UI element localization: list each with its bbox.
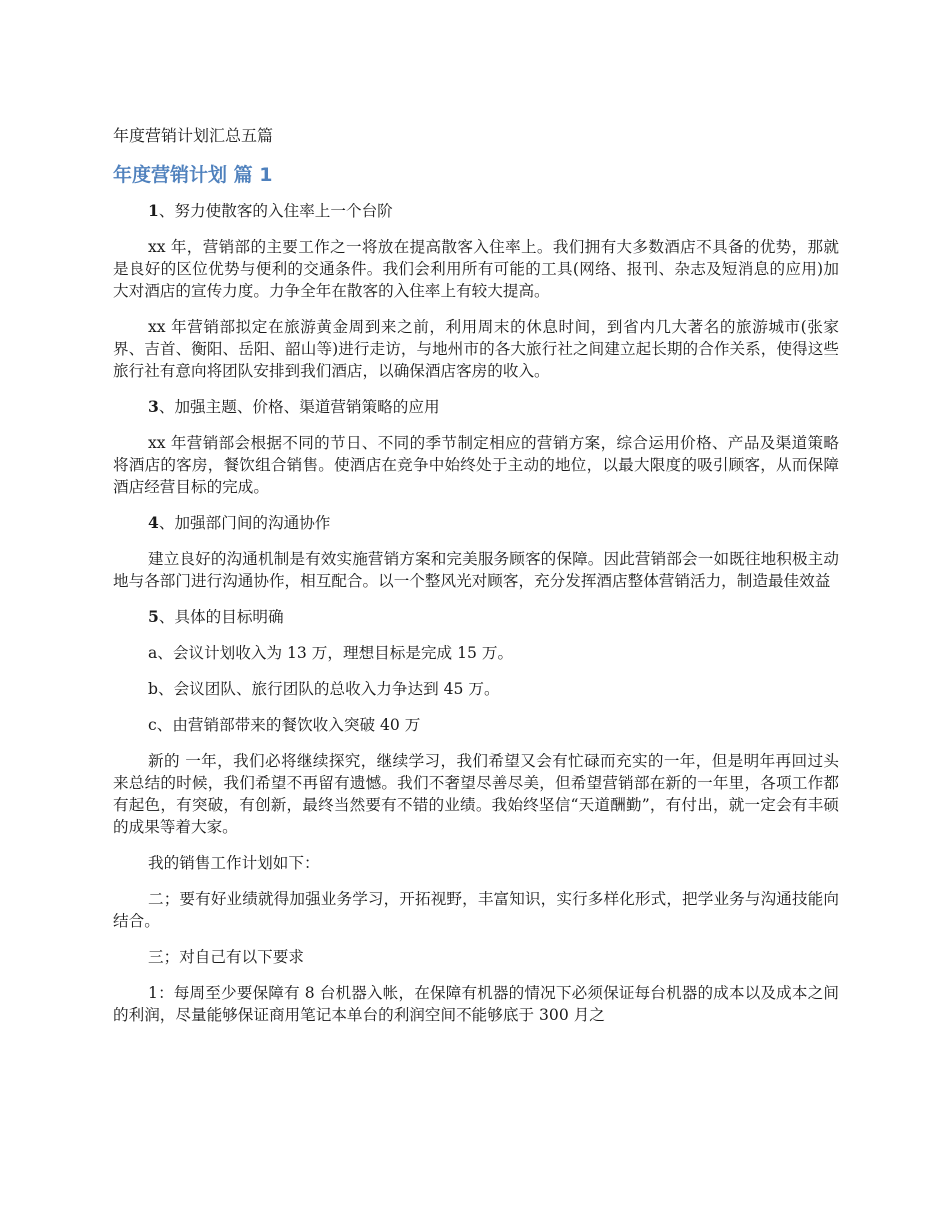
paragraph — [113, 512, 839, 534]
paragraph-text: xx 年营销部拟定在旅游黄金周到来之前，利用周末的休息时间，到省内几大著名的旅游城市(张家界、吉首、衡阳、岳阳、韶山等)进行走访，与地州市的各大旅行社之间建立起长期的合作关系，使得这些旅行社有意向将团队安排到我们酒店，以确保酒店客房的收入。 — [113, 318, 839, 380]
paragraph-text: xx 年营销部会根据不同的节日、不同的季节制定相应的营销方案，综合运用价格、产品及渠道策略将酒店的客房，餐饮组合销售。使酒店在竞争中始终处于主动的地位，以最大限度的吸引顾客，从而保障酒店经营目标的完成。 — [113, 434, 839, 496]
document-title: 年度营销计划汇总五篇 — [113, 126, 274, 145]
paragraph-number: 3 — [148, 397, 159, 416]
document-body — [113, 200, 839, 1026]
paragraph — [113, 396, 839, 418]
paragraph-text: c、由营销部带来的餐饮收入突破 40 万 — [148, 716, 421, 734]
paragraph-number: 4 — [148, 513, 159, 532]
paragraph-text: 、努力使散客的入住率上一个台阶 — [158, 202, 393, 220]
paragraph-text: 我的销售工作计划如下： — [148, 854, 320, 872]
paragraph — [113, 714, 839, 736]
paragraph — [113, 982, 839, 1026]
paragraph-number: 5 — [148, 607, 159, 626]
paragraph — [113, 548, 839, 592]
paragraph — [113, 606, 839, 628]
paragraph-text: 1：每周至少要保障有 8 台机器入帐，在保障有机器的情况下必须保证每台机器的成本以及成本之间的利润，尽量能够保证商用笔记本单台的利润空间不能够底于 300 月之 — [113, 984, 839, 1024]
paragraph-text: 三；对自己有以下要求 — [148, 948, 304, 966]
paragraph — [113, 946, 839, 968]
paragraph-text: 、加强部门间的沟通协作 — [158, 514, 331, 532]
paragraph — [113, 236, 839, 302]
paragraph-text: 二；要有好业绩就得加强业务学习，开拓视野，丰富知识，实行多样化形式，把学业务与沟通技能向结合。 — [113, 890, 839, 930]
paragraph-text: xx 年，营销部的主要工作之一将放在提高散客入住率上。我们拥有大多数酒店不具备的优势，那就是良好的区位优势与便利的交通条件。我们会利用所有可能的工具(网络、报刊、杂志及短消息的应用)加大对酒店的宣传力度。力争全年在散客的入住率上有较大提高。 — [113, 238, 839, 300]
paragraph — [113, 316, 839, 382]
paragraph — [113, 888, 839, 932]
paragraph — [113, 678, 839, 700]
paragraph — [113, 852, 839, 874]
paragraph-text: 新的 一年，我们必将继续探究，继续学习，我们希望又会有忙碌而充实的一年，但是明年再回过头来总结的时候，我们希望不再留有遗憾。我们不奢望尽善尽美，但希望营销部在新的一年里，各项工作都有起色，有突破，有创新，最终当然要有不错的业绩。我始终坚信“天道酬勤”，有付出，就一定会有丰硕的成果等着大家。 — [113, 752, 839, 836]
paragraph-number: 1 — [148, 201, 159, 220]
paragraph — [113, 200, 839, 222]
paragraph-text: 、加强主题、价格、渠道营销策略的应用 — [158, 398, 440, 416]
paragraph-text: b、会议团队、旅行团队的总收入力争达到 45 万。 — [148, 680, 500, 698]
paragraph — [113, 750, 839, 838]
section-heading: 年度营销计划 篇 1 — [113, 164, 273, 186]
paragraph — [113, 432, 839, 498]
paragraph — [113, 642, 839, 664]
document-page — [113, 124, 839, 1040]
paragraph-text: 、具体的目标明确 — [158, 608, 284, 626]
paragraph-text: a、会议计划收入为 13 万，理想目标是完成 15 万。 — [148, 644, 514, 662]
paragraph-text: 建立良好的沟通机制是有效实施营销方案和完美服务顾客的保障。因此营销部会一如既往地积极主动地与各部门进行沟通协作，相互配合。以一个整风光对顾客，充分发挥酒店整体营销活力，制造最佳效益 — [113, 550, 839, 590]
